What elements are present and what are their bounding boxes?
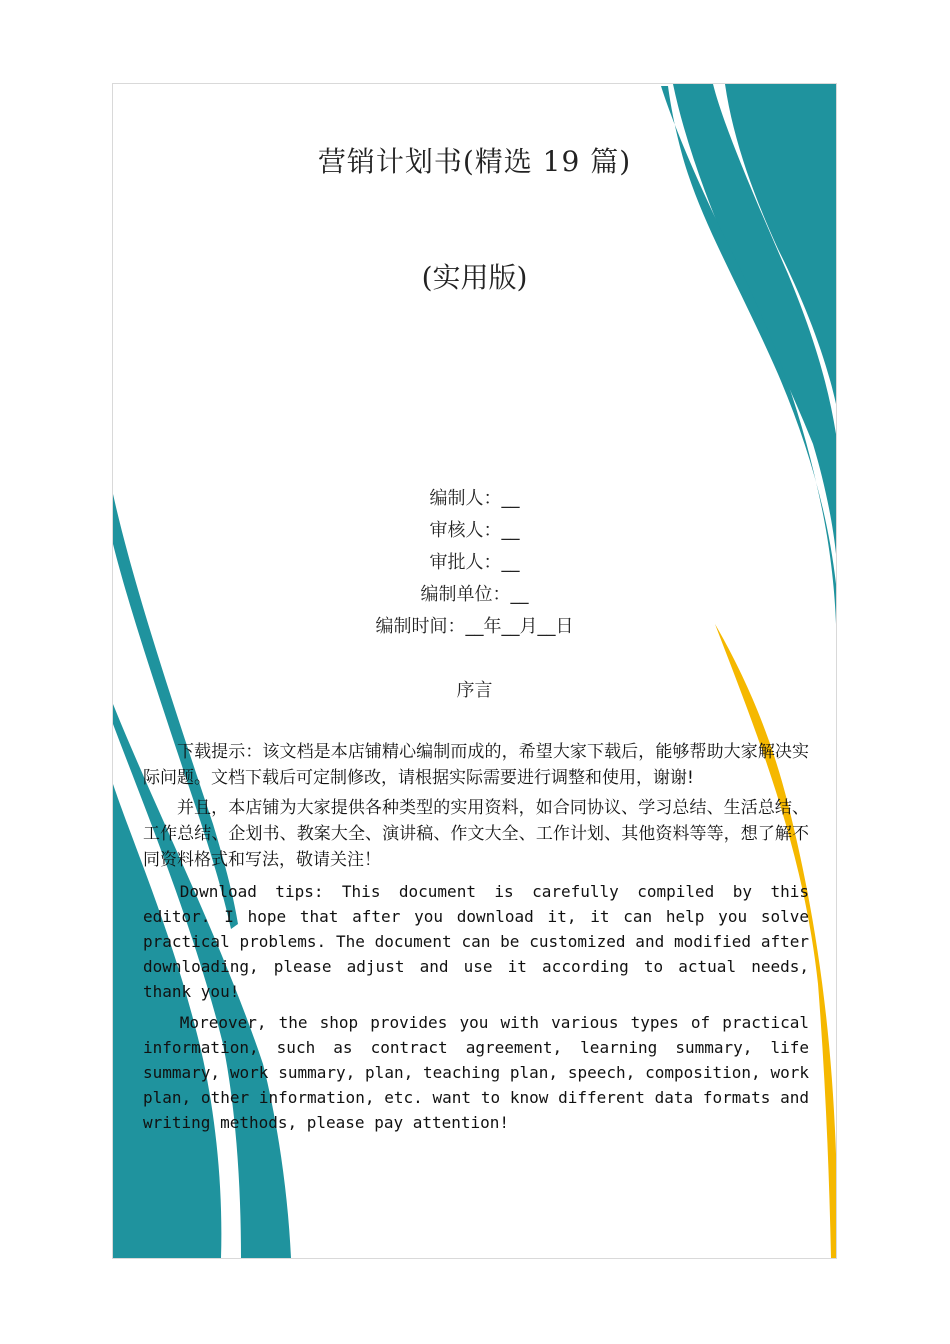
paragraph-en-tips: Download tips: This document is carefully compiled by this editor. I hope that after you download it, it can help you solve practical problems. The document can be customized and modified after downloading, please adjust and use it according to actual needs, thank you!	[143, 882, 809, 1001]
field-approver: 审批人：__	[429, 552, 520, 573]
paragraph-en-moreover: Moreover, the shop provides you with various types of practical information, such as contract agreement, learning summary, life summary, work summary, plan, teaching plan, speech, composition, work plan, other information, etc. want to know different data formats and writing methods, please pay attention!	[143, 1013, 809, 1132]
field-date: 编制时间：__年__月__日	[375, 616, 574, 637]
paragraph-cn-tips: 下载提示：该文档是本店铺精心编制而成的，希望大家下载后，能够帮助大家解决实际问题。文档下载后可定制修改，请根据实际需要进行调整和使用，谢谢!	[143, 742, 809, 788]
field-reviewer: 审核人：__	[429, 520, 520, 541]
document-page	[112, 83, 837, 1259]
preface-heading: 序言	[456, 680, 493, 701]
paragraph-cn-moreover: 并且，本店铺为大家提供各种类型的实用资料，如合同协议、学习总结、生活总结、工作总结、企划书、教案大全、演讲稿、作文大全、工作计划、其他资料等等，想了解不同资料格式和写法，敬请关注！	[143, 798, 809, 870]
field-compiler: 编制人：__	[429, 488, 520, 509]
document-subtitle: (实用版)	[421, 261, 528, 294]
field-unit: 编制单位：__	[420, 584, 529, 605]
document-title: 营销计划书(精选 19 篇)	[317, 145, 632, 178]
preface-body	[143, 739, 809, 1135]
